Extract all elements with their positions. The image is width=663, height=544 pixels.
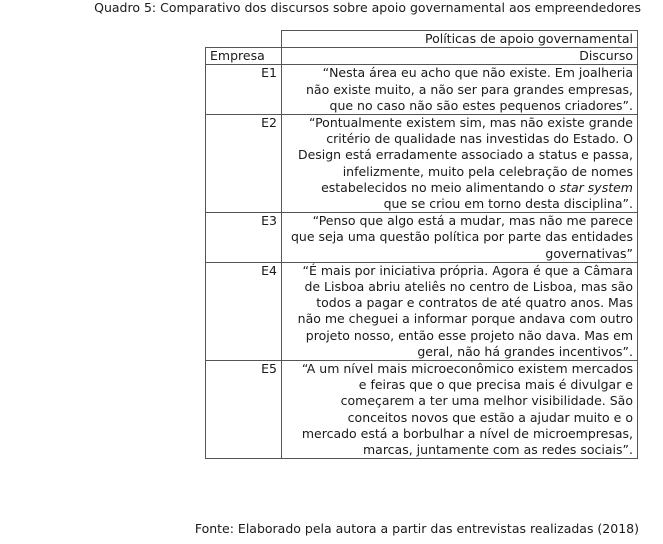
discurso-cell: “A um nível mais microeconômico existem mercados e feiras que o que precisa mais é divulgar e começarem a ter uma melhor visibilidade. São conceitos novos que estão a ajudar muito e o mercado está a borbulhar a nível de microempresas, marcas, juntamente com as redes sociais”. [282, 361, 638, 459]
table-row [206, 213, 638, 263]
table-row [206, 65, 638, 115]
empresa-cell: E1 [206, 65, 282, 115]
group-header-row [206, 31, 638, 48]
empresa-cell: E5 [206, 361, 282, 459]
empresa-cell: E3 [206, 213, 282, 263]
discurso-cell: “Penso que algo está a mudar, mas não me parece que seja uma questão política por parte das entidades governativas” [282, 213, 638, 263]
empresa-cell: E2 [206, 115, 282, 213]
discurso-text: “Pontualmente existem sim, mas não existe grande critério de qualidade nas investidas do Estado. O Design está erradamente associado a status e passa, infelizmente, muito pela celebração de nomes estabelecidos no meio alimentando o [297, 115, 633, 195]
table-row [206, 115, 638, 213]
column-header-discurso: Discurso [282, 48, 638, 65]
empresa-cell: E4 [206, 262, 282, 360]
table-row [206, 361, 638, 459]
source-note: Fonte: Elaborado pela autora a partir das entrevistas realizadas (2018) [194, 521, 639, 536]
discurso-cell [282, 115, 638, 213]
blank-header-cell [206, 31, 282, 48]
discurso-italic-term: star system [559, 179, 633, 195]
table-row [206, 262, 638, 360]
comparison-table [205, 30, 638, 459]
group-header-cell: Políticas de apoio governamental [282, 31, 638, 48]
table-caption: Quadro 5: Comparativo dos discursos sobre apoio governamental aos empreendedores [94, 0, 641, 15]
discurso-cell: “É mais por iniciativa própria. Agora é que a Câmara de Lisboa abriu ateliês no centro de Lisboa, mas são todos a pagar e contratos de até quatro anos. Mas não me cheguei a informar porque andava com outro projeto nosso, então esse projeto não dava. Mas em geral, não há grandes incentivos”. [282, 262, 638, 360]
column-header-row [206, 48, 638, 65]
discurso-text: que se criou em torno desta disciplina”. [383, 196, 633, 212]
column-header-empresa: Empresa [206, 48, 282, 65]
discurso-cell: “Nesta área eu acho que não existe. Em joalheria não existe muito, a não ser para grandes empresas, que no caso não são estes pequenos criadores”. [282, 65, 638, 115]
